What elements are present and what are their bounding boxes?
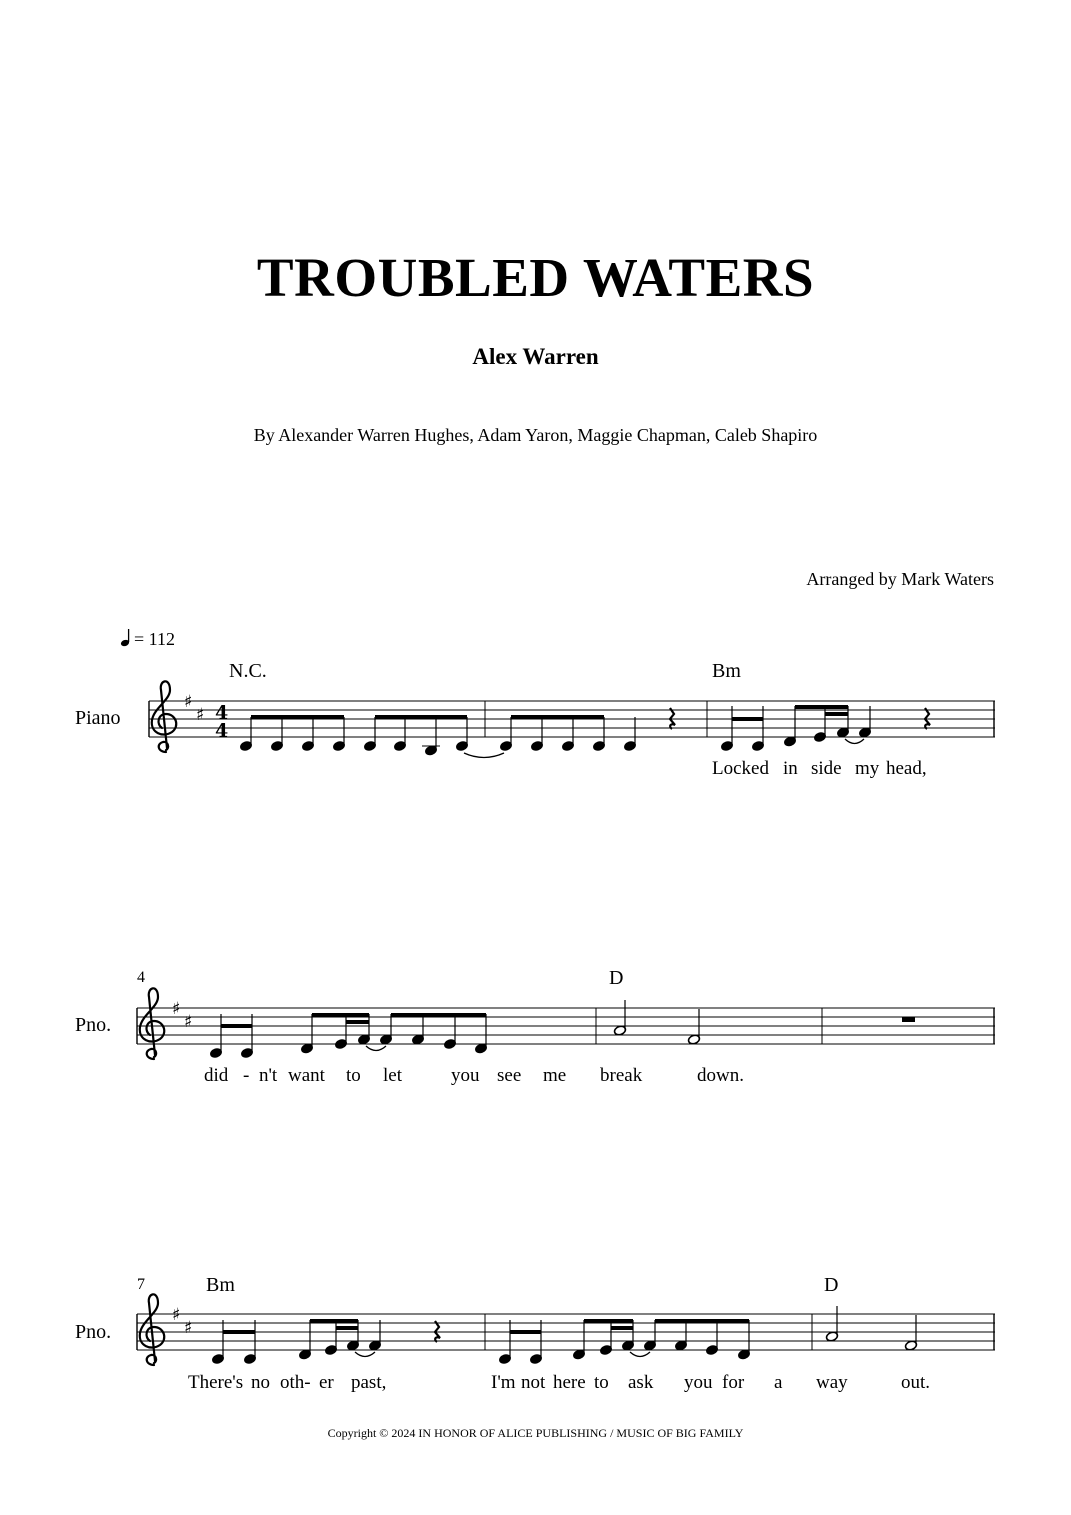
- tempo-value: = 112: [134, 629, 175, 649]
- note-beam: [655, 1319, 749, 1323]
- lyric-you: you: [684, 1372, 713, 1393]
- measure-number-7: 7: [137, 1276, 145, 1293]
- chord-symbol-bm: Bm: [206, 1274, 235, 1296]
- svg-text:4: 4: [215, 702, 229, 724]
- copyright-notice: Copyright © 2024 IN HONOR OF ALICE PUBLISHING / MUSIC OF BIG FAMILY: [327, 1426, 744, 1440]
- lyric-side: side: [811, 758, 842, 779]
- svg-text:♯: ♯: [184, 1012, 193, 1032]
- chord-symbol-d: D: [824, 1274, 839, 1296]
- songwriters-credit: By Alexander Warren Hughes, Adam Yaron, Maggie Chapman, Caleb Shapiro: [253, 425, 818, 445]
- lyric-er: er: [319, 1372, 334, 1393]
- instrument-name-piano: Piano: [75, 707, 121, 729]
- lyric-did: did: [204, 1065, 229, 1086]
- lyric-a: a: [774, 1372, 783, 1393]
- svg-text:♯: ♯: [196, 705, 205, 725]
- note-beam: [310, 1319, 358, 1323]
- note-beam: [223, 1330, 255, 1334]
- lyric-to: to: [594, 1372, 609, 1393]
- instrument-name-pno: Pno.: [75, 1321, 112, 1343]
- svg-text:♯: ♯: [172, 999, 181, 1019]
- lyric-not: not: [521, 1372, 546, 1393]
- lyric-let: let: [383, 1065, 402, 1086]
- note-beam: [510, 1330, 541, 1334]
- lyric-oth: oth-: [280, 1372, 311, 1393]
- instrument-name-pno: Pno.: [75, 1014, 112, 1036]
- lyric-hyphen: -: [243, 1065, 250, 1086]
- chord-symbol-d: D: [609, 967, 624, 989]
- lyric-want: want: [288, 1065, 325, 1086]
- svg-text:4: 4: [215, 720, 229, 742]
- svg-text:♯: ♯: [172, 1305, 181, 1325]
- lyric-for: for: [722, 1372, 745, 1393]
- lyric-my: my: [855, 758, 880, 779]
- lyric-nt: n't: [259, 1065, 278, 1086]
- lyric-you: you: [451, 1065, 480, 1086]
- note-beam: [611, 1326, 633, 1330]
- lyric-in: in: [783, 758, 798, 779]
- lyric-down: down.: [697, 1065, 744, 1086]
- lyric-no: no: [251, 1372, 270, 1393]
- svg-text:♯: ♯: [184, 692, 193, 712]
- treble-clef-icon: [140, 1294, 164, 1365]
- chord-symbol-bm: Bm: [712, 660, 741, 682]
- lyric-past: past,: [351, 1372, 387, 1393]
- lyric-here: here: [553, 1372, 586, 1393]
- lyric-locked: Locked: [712, 758, 769, 779]
- lyric-head: head,: [886, 758, 927, 779]
- note-beam: [584, 1319, 633, 1323]
- lyric-way: way: [816, 1372, 848, 1393]
- tie: [355, 1352, 375, 1357]
- song-title: TROUBLED WATERS: [256, 247, 815, 308]
- measure-number-4: 4: [137, 969, 145, 986]
- arranger-credit: Arranged by Mark Waters: [806, 569, 994, 589]
- lyric-out: out.: [901, 1372, 931, 1393]
- lyric-to: to: [346, 1065, 361, 1086]
- lyric-im: I'm: [491, 1372, 516, 1393]
- lyric-ask: ask: [628, 1372, 654, 1393]
- lyric-me: me: [543, 1065, 567, 1086]
- chord-symbol-nc: N.C.: [229, 660, 267, 682]
- lyric-theres: There's: [188, 1372, 244, 1393]
- key-signature-sharps: [172, 1305, 192, 1338]
- note-beam: [336, 1326, 358, 1330]
- artist-name: Alex Warren: [472, 344, 599, 369]
- tie: [630, 1352, 650, 1357]
- lyric-break: break: [600, 1065, 643, 1086]
- lyric-see: see: [497, 1065, 522, 1086]
- svg-text:♯: ♯: [184, 1318, 193, 1338]
